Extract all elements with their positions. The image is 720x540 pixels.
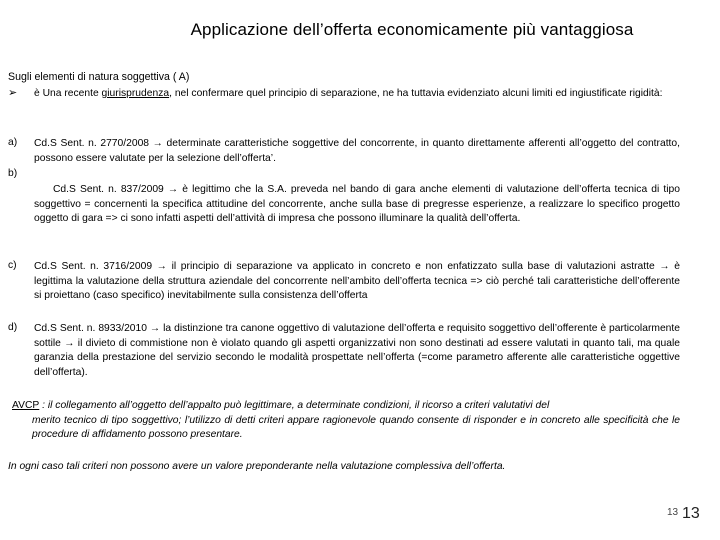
intro-text-before: è Una recente	[34, 88, 102, 99]
item-label-c: c)	[8, 260, 17, 271]
item-label-a: a)	[8, 137, 18, 148]
item-text-c: Cd.S Sent. n. 3716/2009 → il principio di separazione va applicato in concreto e non enfatizzato sulla base di valutazioni astratte → è legittima la valutazione della struttura aziendale del concorrente nell’ambito dell’offerta tecnica => ciò perché tali caratteristiche dell’offerente si proiettano (caso specifico) inevitabilmente sulla consistenza dell’offerta	[34, 261, 680, 301]
closing-note: In ogni caso tali criteri non possono avere un valore preponderante nella valutazione complessiva dell’offerta.	[8, 461, 506, 472]
item-label-d: d)	[8, 322, 18, 333]
avcp-paragraph	[12, 399, 680, 443]
intro-text-after: , nel confermare quel principio di separazione, ne ha tuttavia evidenziato alcuni limiti ed ingiustificate rigidità:	[169, 88, 663, 99]
page-number: 13	[682, 505, 700, 522]
intro-paragraph	[34, 87, 680, 102]
jurisprudence-link-text: giurisprudenza	[101, 88, 170, 99]
avcp-label: AVCP	[12, 400, 40, 411]
item-label-b: b)	[8, 168, 18, 179]
item-text-a: Cd.S Sent. n. 2770/2008 → determinate caratteristiche soggettive del concorrente, in quanto direttamente afferenti all’oggetto del contratto, possono essere valutate per la selezione dell’offerta’.	[34, 138, 680, 164]
page-number-small: 13	[667, 507, 679, 518]
avcp-text-first: : il collegamento all’oggetto dell’appalto può legittimare, a determinate condizioni, il ricorso a criteri valutativi del	[39, 400, 550, 411]
item-text-b: Cd.S Sent. n. 837/2009 → è legittimo che la S.A. preveda nel bando di gara anche elementi di valutazione dell’offerta tecnica di tipo soggettivo = concernenti la specifica attitudine del concorrente, anche sulla base di pregresse esperienze, a realizzare lo specifico progetto oggetto di gara => ci sono infatti aspetti dell’attività di impresa che possono illuminare la qualità dell’offerta.	[34, 184, 680, 224]
section-subtitle: Sugli elementi di natura soggettiva ( A)	[8, 71, 190, 83]
page-title: Applicazione dell’offerta economicamente più vantaggiosa	[190, 20, 634, 39]
arrow-bullet-icon: ➢	[8, 87, 18, 99]
item-text-d: Cd.S Sent. n. 8933/2010 → la distinzione tra canone oggettivo di valutazione dell’offerta e requisito soggettivo dell’offerente è particolarmente sottile → il divieto di commistione non è violato quando gli aspetti organizzativi non sono destinati ad essere valutati in quanto tali, ma quale garanzia della prestazione del servizio secondo le modalità prospettate nell’offerta (=come parametro afferente alle caratteristiche oggettive dell’offerta).	[34, 323, 680, 378]
avcp-text-rest: merito tecnico di tipo soggettivo; l’utilizzo di detti criteri appare ragionevole quando consente di risponder e in concreto alle specificità che le procedure di affidamento possono presentare.	[32, 414, 680, 440]
